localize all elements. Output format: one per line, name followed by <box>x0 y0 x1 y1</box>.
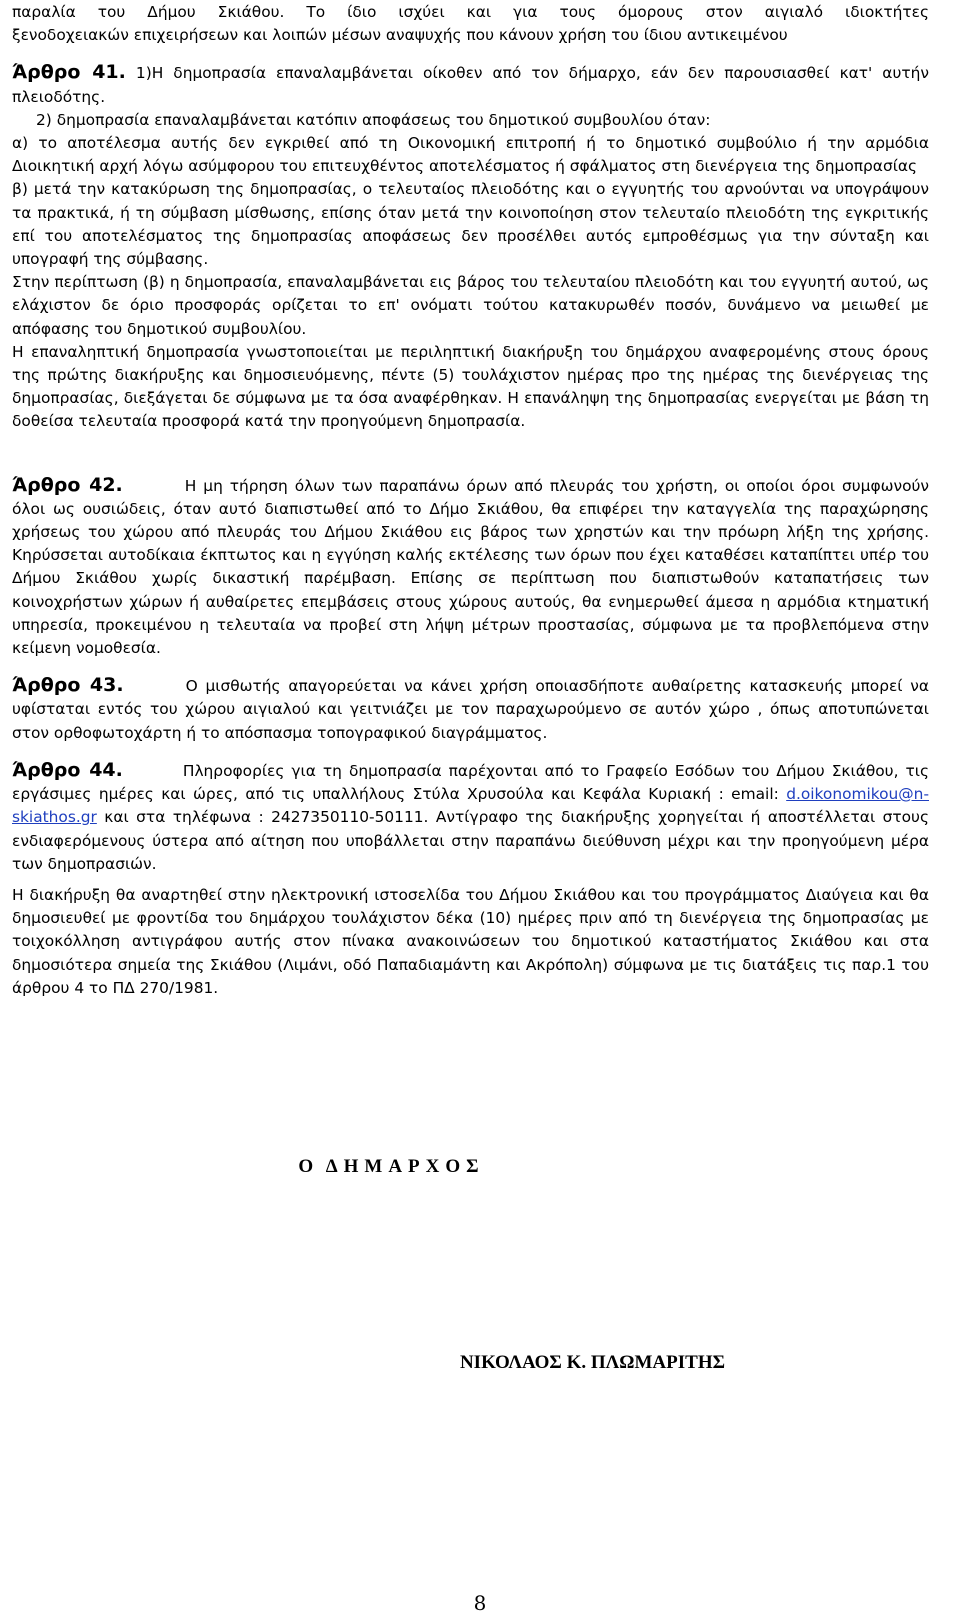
continued-line-1: παραλία του Δήμου Σκιάθου. Το ίδιο ισχύει και για τους όμορους στον αιγιαλό ιδιοκτήτες <box>12 3 929 21</box>
article-41-title: Άρθρο 41. <box>12 61 126 84</box>
page-number: 8 <box>473 1591 487 1615</box>
article-43-body <box>12 674 929 745</box>
mayor-role: ΔΗΜΑΡΧΟΣ <box>325 1156 485 1177</box>
article-42-body <box>12 474 929 661</box>
article-42-title: Άρθρο 42. <box>12 473 123 496</box>
article-41-case-a: α) το αποτέλεσμα αυτής δεν εγκριθεί από τη Οικονομική επιτροπή ή το δημοτικό συμβούλιο ή την αρμόδια Διοικητική αρχή λόγω ασύμφορου του επιτευχθέντος αποτελέσματος ή σφάλματος στη διενέργεια της δημοπρασίας <box>12 134 929 176</box>
article-44-body <box>12 759 929 876</box>
article-41-first <box>12 61 929 108</box>
article-44 <box>12 759 929 1000</box>
document-page <box>12 0 929 1000</box>
continued-paragraph <box>12 0 929 47</box>
article-44-title: Άρθρο 44. <box>12 758 123 781</box>
mayor-name-block <box>0 1352 917 1374</box>
article-41-text-5: Στην περίπτωση (β) η δημοπρασία, επαναλαμβάνεται εις βάρος του τελευταίου πλειοδότη και του εγγυητή αυτού, ως ελάχιστον δε όριο προσφοράς ορίζεται το επ' ονόματι τούτου κατακυρωθέν ποσόν, δυνάμενο να μειωθεί με απόφασης του δημοτικού συμβουλίου. <box>12 273 929 338</box>
article-41 <box>12 61 929 433</box>
article-44-text-before: Πληροφορίες για τη δημοπρασία παρέχονται από το Γραφείο Εσόδων του Δήμου Σκιάθου, τις εργάσιμες ημέρες και ώρες, από τις υπαλλήλους Στύλα Χρυσούλα και Κεφάλα Κυριακή : email: <box>12 761 930 804</box>
article-44-text-after: και στα τηλέφωνα : 2427350110-50111. Αντίγραφο της διακήρυξης χορηγείται ή αποστέλλεται στους ενδιαφερόμενους ύστερα από αίτηση που υποβάλλεται στην παραπάνω διεύθυνση μέχρι και την προηγούμενη μέρα των δημοπρασιών. <box>12 808 929 873</box>
email-link[interactable]: d.oikonomikou@n-skiathos.gr <box>12 785 929 827</box>
article-43 <box>12 674 929 745</box>
article-44-text-2: Η διακήρυξη θα αναρτηθεί στην ηλεκτρονική ιστοσελίδα του Δήμου Σκιάθου και του προγράμματος Διαύγεια και θα δημοσιευθεί με φροντίδα του δημάρχου τουλάχιστον δέκα (10) ημέρες πριν από τη διενέργεια της δημοπρασίας με τοιχοκόλληση αντιγράφου αυτής στον πίνακα ανακοινώσεων του δημοτικού καταστήματος Σκιάθου και στα δημοσιότερα σημεία της Σκιάθου (Λιμάνι, οδό Παπαδιαμάντη και Ακρόπολη) σύμφωνα με τις διατάξεις τις παρ.1 του άρθρου 4 το ΠΔ 270/1981. <box>12 885 929 997</box>
article-42 <box>12 474 929 661</box>
mayor-article: Ο <box>298 1156 315 1177</box>
article-43-text: Ο μισθωτής απαγορεύεται να κάνει χρήση οποιασδήποτε αυθαίρετης κατασκευής μπορεί να υφίσταται εντός του χώρου αιγιαλού και γειτνιάζει με τον παραχωρούμενο σε αυτόν χώρο , όπως αποτυπώνεται στον ορθοφωτοχάρτη ή το απόσπασμα τοπογραφικού διαγράμματος. <box>12 677 930 742</box>
article-41-text-1: 1)Η δημοπρασία επαναλαμβάνεται οίκοθεν από τον δήμαρχο, εάν δεν παρουσιασθεί κατ' αυτήν πλειοδότης. <box>12 64 929 106</box>
continued-line-2: ξενοδοχειακών επιχειρήσεων και λοιπών μέσων αναψυχής που κάνουν χρήση του ίδιου αντικειμένου <box>12 26 788 45</box>
article-41-case-b: β) μετά την κατακύρωση της δημοπρασίας, ο τελευταίος πλειοδότης και ο εγγυητής του αρνούνται να υπογράψουν τα πρακτικά, ή τη σύμβαση μίσθωσης, επίσης όταν μετά την κοινοποίηση στον τελευταίο πλειοδότη της εγκριτικής επί του αποτελέσματος της δημοπρασίας αποφάσεως δεν προσέλθει αυτός εμπροθέσμως για την σύνταξη και υπογραφή της σύμβασης. <box>12 180 929 269</box>
article-41-text-6: Η επαναληπτική δημοπρασία γνωστοποιείται με περιληπτική διακήρυξη του δημάρχου αναφερομένης στους όρους της πρώτης διακήρυξης και δημοσιευόμενης, πέντε (5) τουλάχιστον ημέρας προ της ημέρας της διενέργειας της δημοπρασίας, διεξάγεται δε σύμφωνα με τα όσα αναφέρθηκαν. Η επανάληψη της δημοπρασίας ενεργείται με βάση τη δοθείσα τελευταία προσφορά κατά την προηγούμενη δημοπρασία. <box>12 342 929 431</box>
mayor-signature-title <box>0 1156 917 1178</box>
article-43-title: Άρθρο 43. <box>12 674 124 697</box>
mayor-name: ΝΙΚΟΛΑΟΣ Κ. ΠΛΩΜΑΡΙΤΗΣ <box>459 1352 726 1373</box>
article-42-text: Η μη τήρηση όλων των παραπάνω όρων από πλευράς του χρήστη, οι οποίοι όροι συμφωνούν όλοι ως ουσιώδεις, όταν αυτό διαπιστωθεί από το Δήμο Σκιάθου, θα επιφέρει την καταγγελία της παραχώρησης χρήσεως του χώρου από πλευράς του Δήμου Σκιάθου εις βάρος των χρηστών και την πρόωρη λήξη της χρήσης. Κηρύσσεται αυτοδίκαια έκπτωτος και η εγγύηση καλής εκτέλεσης των όρων που έχει καταθέσει καταπίπτει υπέρ του Δήμου Σκιάθου χωρίς δικαστική παρέμβαση. Επίσης σε περίπτωση που διαπιστωθούν καταπατήσεις των κοινοχρήστων χώρων ή αυθαίρετες επεμβάσεις στους χώρους αυτούς, θα ενημερωθεί άμεσα η αρμόδια κτηματική υπηρεσία, προκειμένου η τελευταία να προβεί στη λήψη μέτρων προστασίας, σύμφωνα με τα προβλεπόμενα στην κείμενη νομοθεσία. <box>12 476 930 658</box>
article-41-text-2: 2) δημοπρασία επαναλαμβάνεται κατόπιν αποφάσεως του δημοτικού συμβουλίου όταν: <box>36 110 711 129</box>
